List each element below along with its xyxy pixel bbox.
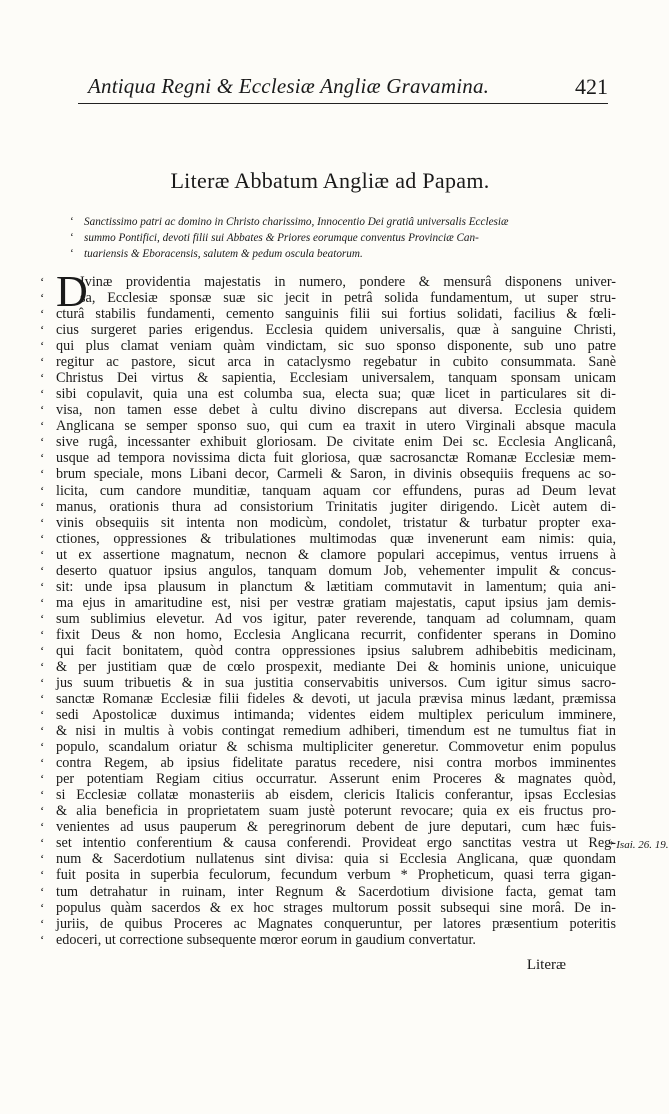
quote-mark: ‘ [40,370,45,386]
quote-mark: ‘ [40,675,45,690]
quote-mark: ‘ [70,216,74,228]
quote-mark: ‘ [40,338,45,354]
salutation-line: ‘ Sanctissimo patri ac domino in Christo charissimo, Innocentio Dei gratiâ universalis Ecclesiæ [70,216,509,228]
line-text: sit: unde ipsa plausum in planctum & lætitiam commutavit in lamentum; quia ani- [56,578,616,595]
quote-mark: ‘ [40,707,45,723]
margin-note: * Isai. 26. 19. [608,839,669,851]
quote-mark: ‘ [40,867,45,883]
line-text: visa, non tamen esse debet à cultu divino discrepans aut diversa. Ecclesia quidem [56,402,616,419]
quote-mark: ‘ [40,434,45,450]
quote-mark: ‘ [40,290,45,306]
line-text: & alia beneficia in proprietatem suam justè poterunt revocare; quia ex eis fructus pro- [56,803,616,820]
line-text: fixit Deus & non homo, Ecclesia Anglicana recurrit, confidenter sperans in Domino [56,626,616,643]
line-text: fuit posita in superbia feculorum, fecundum verbum * Propheticum, quasi terra gigan- [56,867,616,884]
quote-mark: ‘ [40,578,45,594]
quote-mark: ‘ [40,835,45,851]
line-text: tum detrahatur in ruinam, inter Regnum & Sacerdotium divisione facta, gemat tam [56,883,616,900]
quote-mark: ‘ [40,899,45,915]
line-text: sa, Ecclesiæ sponsæ suæ sic jecit in petrâ solida fundamentum, ut super stru- [80,290,616,307]
line-text: ctiones, oppressiones & tribulationes multimodas quæ invenerunt eam nimis: quia, [56,530,616,547]
quote-mark: ‘ [40,482,45,498]
line-text: deserto quatuor ipsius angulos, tanquam domum Job, vehementer impulit & concus- [56,562,616,579]
line-text: per potentiam Regiam citius occurratur. Asserunt enim Proceres & magnates quòd, [56,771,616,788]
line-text: licita, cum candore munditiæ, tanquam aquam cor effundens, puras ad Deum levat [56,482,616,499]
line-text: cturâ stabilis fundamenti, cemento sanguinis filii sui fortius solidati, facilius & fœli- [56,306,616,323]
section-heading: Literæ Abbatum Angliæ ad Papam. [170,168,490,193]
line-text: & nisi in multis à vobis contingat remedium adhiberi, timendum est ne tumultus fiat in [56,723,616,740]
running-head [78,72,608,102]
line-text: brum speciale, mons Libani decor, Carmeli & Saron, in divinis obsequiis frequens ac so- [56,466,616,483]
quote-mark: ‘ [40,723,45,739]
line-text: set intentio conferentium & causa conferendi. Provideat ergo sanctitas vestra ut Reg- [56,835,616,852]
salutation-line: ‘ summo Pontifici, devoti filii sui Abbates & Priores eorumque conventus Provinciæ Can- [70,232,479,244]
line-text: si Ecclesiæ collatæ monasteriis ab eisdem, clericis Italicis conferantur, ipsas Ecclesias [56,787,616,804]
quote-mark: ‘ [40,306,45,322]
quote-mark: ‘ [40,819,45,835]
line-text: qui facit bonitatem, quòd contra oppressiones ipsius salubrem adhibebitis medicinam, [56,642,616,659]
line-text: juriis, de quibus Proceres ac Magnates conqueruntur, per latores præsentium poteritis [56,915,616,932]
quote-mark: ‘ [40,562,45,578]
quote-mark: ‘ [70,248,74,260]
line-text: sum sublimius elevetur. Ad vos igitur, pater reverende, tanquam ad columnam, quam [56,610,616,627]
quote-mark: ‘ [40,771,45,787]
line-text: venientes ad usus pauperum & peregrinorum debent de jure deputari, cum hæc fuis- [56,819,616,836]
quote-mark: ‘ [40,386,45,402]
header-rule [78,103,608,104]
line-text: ut ex assertione magnatum, necnon & clamore populari accepimus, ventus irruens à [56,546,616,563]
line-text: usque ad tempora novissima dicta fuit gloriosa, quæ sacrosanctæ Romanæ Ecclesiæ mem- [56,450,616,467]
running-title: Antiqua Regni & Ecclesiæ Angliæ Gravamina. [88,74,490,98]
line-text: manus, orationis thura ad consistorium Trinitatis jugiter dirigendo. Licèt autem di- [56,498,616,515]
quote-mark: ‘ [40,739,45,755]
quote-mark: ‘ [40,354,45,370]
text-line [40,930,640,950]
line-text: ma ejus in amaritudine est, nisi per vestræ gratiam majestatis, caput ipsius jam demis- [56,594,616,611]
line-text: qui plus clamat veniam quàm vindictam, sic suo sponso disponente, sub uno patre [56,338,616,355]
quote-mark: ‘ [40,851,45,867]
quote-mark: ‘ [40,514,45,530]
quote-mark: ‘ [40,755,45,771]
quote-mark: ‘ [40,610,45,626]
quote-mark: ‘ [40,803,45,819]
quote-mark: ‘ [40,450,45,466]
quote-mark: ‘ [40,274,45,289]
quote-mark: ‘ [40,787,45,803]
quote-mark: ‘ [40,530,45,546]
line-text: cius surgeret paries erigendus. Ecclesia quidem universalis, quæ à sanguine Christi, [56,322,616,339]
quote-mark: ‘ [40,418,45,434]
line-text: contra Regem, ab ipsius fidelitate paratus recedere, nisi contra morbos imminentes [56,755,616,772]
quote-mark: ‘ [40,626,45,642]
line-text: edoceri, ut correctione subsequente mœror eorum in gaudium convertatur. [56,931,476,948]
catchword: Literæ [526,957,566,973]
quote-mark: ‘ [40,883,45,899]
line-text: vinis obsequiis sit intenta non modicùm, condolet, tristatur & turbatur propter exa- [56,514,616,531]
line-text: sibi copulavit, quia una est columba sua, electa sua; quæ licet in particulares sit di- [56,386,616,403]
quote-mark: ‘ [40,642,45,658]
line-text: jus suum tribuetis & in sua justitia conservabitis universos. Cum igitur simus sacro- [56,675,616,691]
quote-mark: ‘ [40,658,45,674]
line-text: regitur ac pastore, sicut arca in cataclysmo regebatur in cubito consummata. Sanè [56,354,616,371]
line-text: sedi Apostolicæ duximus intimanda; videntes eidem multiplex periculum imminere, [56,707,616,724]
quote-mark: ‘ [40,498,45,514]
line-text: populo, scandalum oriatur & schisma multipliciter generetur. Commovetur enim populus [56,739,616,756]
quote-mark: ‘ [40,594,45,610]
quote-mark: ‘ [40,546,45,562]
line-text: & per justitiam quæ de cœlo prospexit, mediante Dei & hominis unione, unicuique [56,658,616,675]
quote-mark: ‘ [40,931,45,947]
quote-mark: ‘ [40,691,45,707]
line-text: num & Sacerdotium nullatenus sint divisa: quia si Ecclesia Anglicana, quæ quondam [56,851,616,868]
line-text: sive rugâ, incessanter exhibuit gloriosam. De civitate enim Dei sc. Ecclesia Anglicanâ, [56,434,616,451]
line-text: Christus Dei virtus & sapientia, Ecclesiam universalem, tanquam sponsam unicam [56,370,616,387]
quote-mark: ‘ [40,402,45,418]
quote-mark: ‘ [70,232,74,244]
line-text: Anglicana se semper sponso suo, qui cum ea traxit in utero Virginali absque macula [56,418,616,435]
quote-mark: ‘ [40,466,45,482]
page-number: 421 [575,74,608,99]
line-text: populus quàm sacerdos & ex hoc strages multorum possit subsequi sine morâ. De in- [56,899,616,916]
line-text: sanctæ Romanæ Ecclesiæ filii fideles & devoti, ut jacula prævisa minus lædant, præmissa [56,691,616,708]
salutation-line: ‘ tuariensis & Eboracensis, salutem & pedum oscula beatorum. [70,248,363,260]
quote-mark: ‘ [40,915,45,931]
line-text: Ivinæ providentia majestatis in numero, pondere & mensurâ disponens univer- [80,274,616,290]
drop-cap: D [56,267,88,316]
quote-mark: ‘ [40,322,45,338]
